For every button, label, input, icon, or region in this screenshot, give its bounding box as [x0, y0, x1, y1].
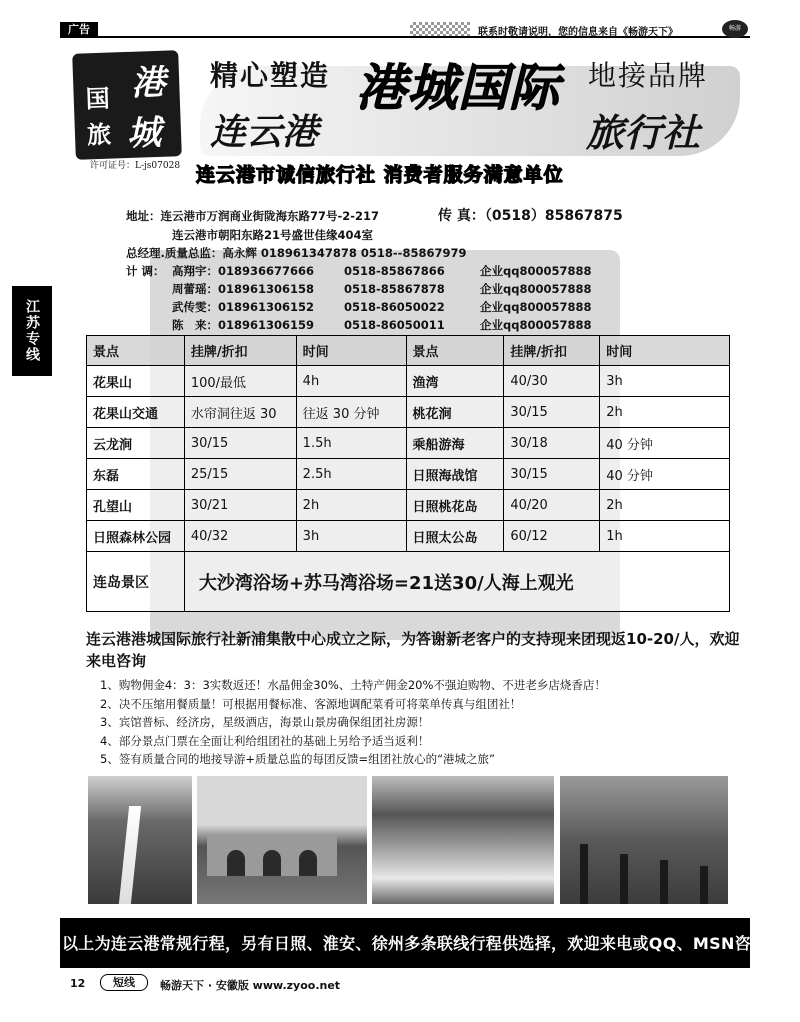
table-cell: 40/30 [504, 366, 600, 397]
dispatcher-qq: 企业qq800057888 [480, 318, 592, 332]
footer-text: 以上为连云港常规行程，另有日照、淮安、徐州多条联线行程供选择，欢迎来电或QQ、MSN咨询！ [62, 934, 784, 953]
terms-list [100, 676, 606, 769]
section-pill: 短线 [100, 974, 148, 991]
dispatcher-phone: 0518-86050022 [344, 300, 445, 314]
source-note: 联系时敬请说明，您的信息来自《畅游天下》 [478, 27, 678, 38]
logo-char: 港 [130, 62, 166, 104]
table-row [87, 366, 730, 397]
table-cell: 2.5h [296, 459, 406, 490]
spot-name-cell: 日照桃花岛 [406, 490, 504, 521]
table-row [87, 428, 730, 459]
column-header: 时间 [296, 336, 406, 366]
dispatcher-qq: 企业qq800057888 [480, 282, 592, 296]
dispatcher-row: 周蕾瑶：018961306158 [172, 282, 315, 296]
manager-line: 总经理.质量总监：高永辉 018961347878 0518--85867979 [126, 246, 467, 260]
column-header: 挂牌/折扣 [184, 336, 296, 366]
address-line-2: 连云港市朝阳东路21号盛世佳缘404室 [172, 228, 374, 242]
table-row [87, 521, 730, 552]
table-row [87, 490, 730, 521]
table-header-row [87, 336, 730, 366]
column-header: 挂牌/折扣 [504, 336, 600, 366]
dispatcher-qq: 企业qq800057888 [480, 264, 592, 278]
spot-name-cell: 渔湾 [406, 366, 504, 397]
address-line: 地址：连云港市万润商业街陇海东路77号-2-217 [126, 209, 380, 223]
column-header: 时间 [600, 336, 730, 366]
spot-name-cell: 日照海战馆 [406, 459, 504, 490]
spot-name-cell: 花果山交通 [87, 397, 185, 428]
logo-char: 城 [126, 112, 162, 155]
page-number: 12 [70, 977, 86, 990]
dispatcher-phone: 0518-86050011 [344, 318, 445, 332]
spot-name-cell: 乘船游海 [406, 428, 504, 459]
table-cell: 100/最低 [184, 366, 296, 397]
logo-char: 旅 [86, 119, 112, 150]
table-cell: 30/15 [184, 428, 296, 459]
table-cell: 2h [600, 397, 730, 428]
spot-name-cell: 日照森林公园 [87, 521, 185, 552]
table-cell: 4h [296, 366, 406, 397]
spot-name-cell: 东磊 [87, 459, 185, 490]
island-label: 连岛景区 [87, 552, 185, 612]
city-title: 连云港 [210, 112, 319, 153]
fax-number: 传 真：（0518）85867875 [438, 208, 623, 224]
column-header: 景点 [406, 336, 504, 366]
ad-tag: 广告 [60, 22, 98, 38]
term-item: 3、宾馆普标、经济房，星级酒店，海景山景房确保组团社房源！ [100, 715, 430, 730]
spot-name-cell: 云龙涧 [87, 428, 185, 459]
table-cell: 60/12 [504, 521, 600, 552]
term-item: 5、签有质量合同的地接导游+质量总监的每团反馈=组团社放心的“港城之旅” [100, 752, 495, 767]
dispatch-label: 计 调： [126, 264, 165, 278]
photo-beach [372, 776, 554, 904]
photo-gate [197, 776, 367, 904]
table-cell: 水帘洞往返 30 [184, 397, 296, 428]
column-header: 景点 [87, 336, 185, 366]
logo-char: 国 [85, 83, 111, 114]
dispatcher-phone: 0518-85867866 [344, 264, 445, 278]
dispatcher-qq: 企业qq800057888 [480, 300, 592, 314]
dispatcher-row: 陈 来：018961306159 [172, 318, 315, 332]
agency-logo [72, 50, 182, 160]
island-deal: 大沙湾浴场+苏马湾浴场=21送30/人海上观光 [184, 552, 729, 612]
checker-pattern [410, 22, 470, 36]
table-cell: 25/15 [184, 459, 296, 490]
table-cell: 40/20 [504, 490, 600, 521]
title-right: 地接品牌 [588, 59, 709, 92]
promo-text: 连云港港城国际旅行社新浦集散中心成立之际，为答谢新老客户的支持现来团现返10-20/人，欢迎来电咨询 [86, 630, 740, 670]
title-left: 精心塑造 [210, 59, 331, 92]
magazine-logo-icon: 畅游 [722, 20, 748, 38]
table-cell: 2h [296, 490, 406, 521]
table-cell: 3h [296, 521, 406, 552]
table-cell: 3h [600, 366, 730, 397]
table-cell: 30/15 [504, 459, 600, 490]
term-item: 4、部分景点门票在全面让利给组团社的基础上另给予适当返利！ [100, 733, 430, 748]
spot-name-cell: 桃花涧 [406, 397, 504, 428]
price-table [86, 335, 730, 612]
dispatcher-phone: 0518-85867878 [344, 282, 445, 296]
island-row [87, 552, 730, 612]
dispatcher-row: 武传雯：018961306152 [172, 300, 315, 314]
slogan: 连云港市诚信旅行社 消费者服务满意单位 [196, 164, 564, 186]
table-cell: 30/18 [504, 428, 600, 459]
photo-waterfall [88, 776, 192, 904]
table-cell: 往返 30 分钟 [296, 397, 406, 428]
table-cell: 30/21 [184, 490, 296, 521]
table-cell: 2h [600, 490, 730, 521]
spot-name-cell: 日照太公岛 [406, 521, 504, 552]
ad-header [60, 40, 750, 180]
section-side-tab: 江苏专线 [12, 286, 52, 376]
term-item: 1、购物佣金4：3：3实数返还！水晶佣金30%、土特产佣金20%不强迫购物、不进老乡店烧香店！ [100, 678, 606, 692]
table-cell: 1.5h [296, 428, 406, 459]
table-cell: 40 分钟 [600, 428, 730, 459]
license-number: 许可证号：L-js07028 [90, 161, 181, 171]
table-cell: 40 分钟 [600, 459, 730, 490]
photo-fountain-path [560, 776, 728, 904]
agency-title: 旅行社 [586, 111, 701, 155]
table-cell: 1h [600, 521, 730, 552]
table-row [87, 397, 730, 428]
term-item: 2、决不压缩用餐质量！可根据用餐标准、客源地调配菜肴可将菜单传真与组团社！ [100, 696, 522, 711]
table-row [87, 459, 730, 490]
spot-name-cell: 孔望山 [87, 490, 185, 521]
dispatcher-row: 高翔宇：018936677666 [172, 264, 315, 278]
spot-name-cell: 花果山 [87, 366, 185, 397]
brand-title: 港城国际 [356, 59, 560, 117]
table-cell: 40/32 [184, 521, 296, 552]
table-cell: 30/15 [504, 397, 600, 428]
magazine-credit: 畅游天下 · 安徽版 www.zyoo.net [160, 979, 341, 992]
